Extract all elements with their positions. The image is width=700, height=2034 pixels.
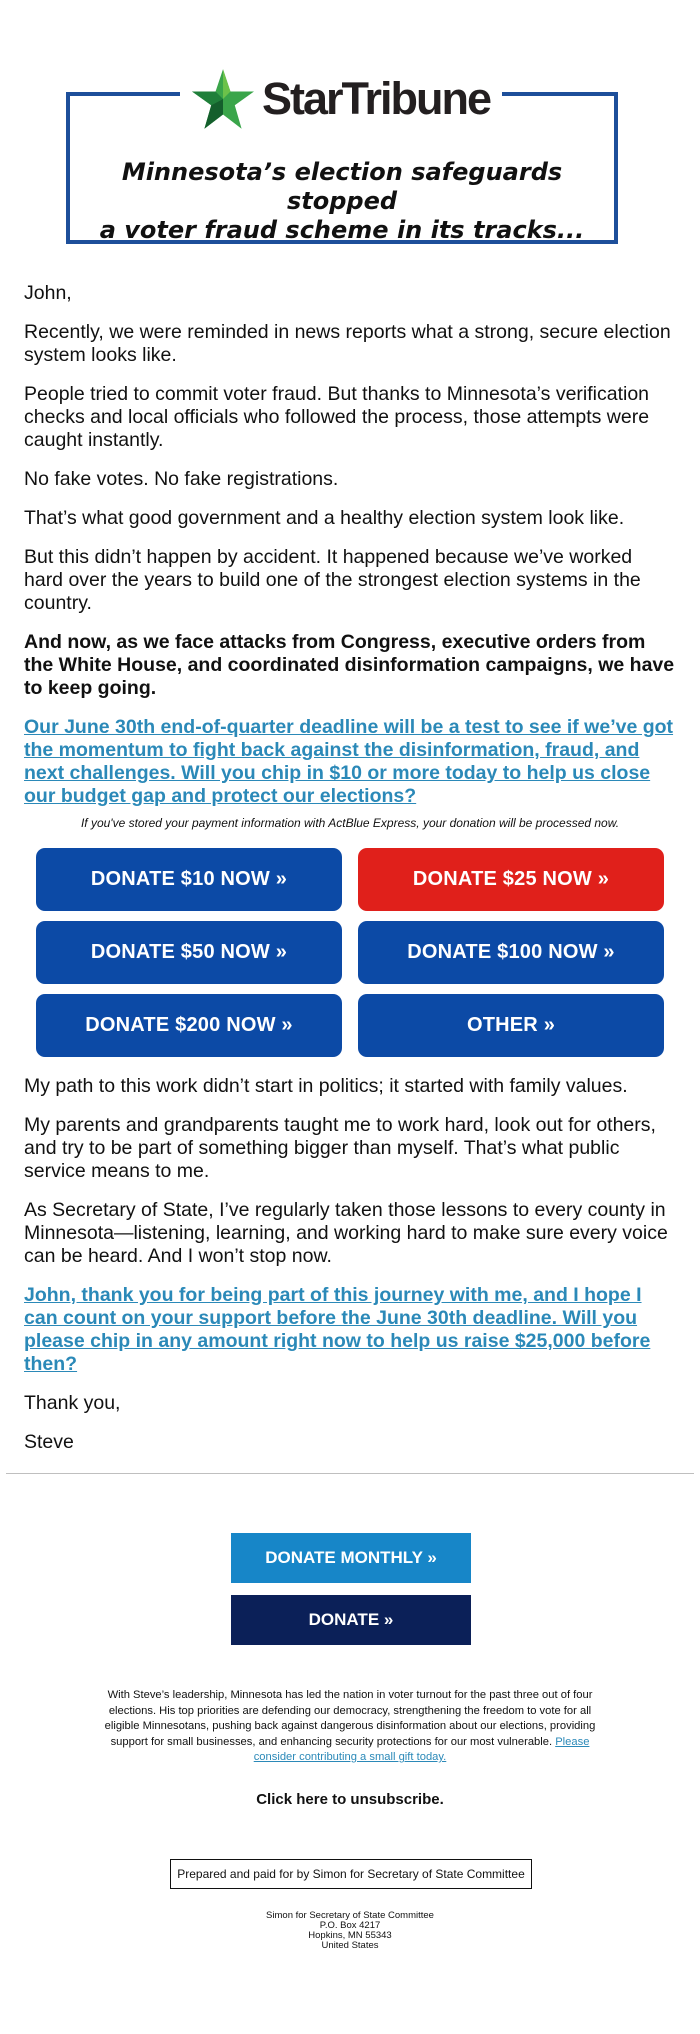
donate-monthly-button[interactable]: DONATE MONTHLY » xyxy=(231,1533,471,1583)
cta-link-deadline[interactable]: Our June 30th end-of-quarter deadline will be a test to see if we’ve got the momentum to fight back against the disinformation, fraud, and next challenges. Will you chip in $10 or more today to help us close our budget gap and protect our elections? xyxy=(24,716,674,807)
footer-about xyxy=(100,1688,600,1766)
address-line-3: Hopkins, MN 55343 xyxy=(308,1930,392,1941)
footer-about-text: With Steve’s leadership, Minnesota has led the nation in voter turnout for the past three out of four elections. His top priorities are defending our democracy, strengthening the freedom to vote for all eligible Minnesotans, pushing back against dangerous disinformation about our elections, providing support for small businesses, and enhancing security protections for our most vulnerable. xyxy=(104,1689,596,1748)
paragraph-6-bold: And now, as we face attacks from Congress, executive orders from the White House, and coordinated disinformation campaigns, we have to keep going. xyxy=(24,631,675,699)
address-line-2: P.O. Box 4217 xyxy=(319,1920,381,1931)
contribute-link[interactable]: Please consider contributing a small gift today. xyxy=(253,1735,590,1763)
donate-200-button[interactable]: DONATE $200 NOW » xyxy=(36,994,342,1057)
actblue-note: If you've stored your payment information with ActBlue Express, your donation will be processed now. xyxy=(80,816,620,830)
header-title-line-2: a voter fraud scheme in its tracks... xyxy=(99,216,585,244)
paragraph-2: People tried to commit voter fraud. But thanks to Minnesota’s verification checks and local officials who followed the process, those attempts were caught instantly. xyxy=(24,383,650,451)
paid-for-disclaimer: Prepared and paid for by Simon for Secretary of State Committee xyxy=(170,1859,532,1889)
unsubscribe-link[interactable]: Click here to unsubscribe. xyxy=(256,1791,444,1808)
header-title-line-1: Minnesota’s election safeguards stopped xyxy=(121,158,563,215)
paragraph-1: Recently, we were reminded in news reports what a strong, secure election system looks like. xyxy=(24,321,671,366)
paragraph-9: As Secretary of State, I’ve regularly taken those lessons to every county in Minnesota—listening, learning, and working hard to make sure every voice can be heard. And I won’t stop now. xyxy=(24,1199,668,1267)
footer-divider xyxy=(6,1473,694,1474)
donate-button[interactable]: DONATE » xyxy=(231,1595,471,1645)
greeting: John, xyxy=(24,282,72,304)
header-title xyxy=(66,158,618,245)
donate-button-grid xyxy=(36,848,676,1057)
mailing-address xyxy=(0,1911,700,1951)
donate-10-button[interactable]: DONATE $10 NOW » xyxy=(36,848,342,911)
startribune-logo xyxy=(180,64,502,134)
paragraph-7: My path to this work didn’t start in politics; it started with family values. xyxy=(24,1075,628,1097)
address-line-1: Simon for Secretary of State Committee xyxy=(266,1910,434,1921)
donate-other-button[interactable]: OTHER » xyxy=(358,994,664,1057)
donate-100-button[interactable]: DONATE $100 NOW » xyxy=(358,921,664,984)
donate-50-button[interactable]: DONATE $50 NOW » xyxy=(36,921,342,984)
star-logo-icon xyxy=(192,68,254,130)
paragraph-4: That’s what good government and a healthy election system look like. xyxy=(24,507,625,529)
cta-link-support[interactable]: John, thank you for being part of this journey with me, and I hope I can count on your support before the June 30th deadline. Will you please chip in any amount right now to help us raise $25,000 before then? xyxy=(24,1284,651,1375)
signoff: Thank you, xyxy=(24,1392,121,1414)
logo-wordmark: StarTribune xyxy=(262,73,491,124)
signature: Steve xyxy=(24,1431,74,1453)
paragraph-5: But this didn’t happen by accident. It happened because we’ve worked hard over the years to build one of the strongest election systems in the country. xyxy=(24,546,641,614)
address-line-4: United States xyxy=(321,1940,379,1951)
email-body xyxy=(24,282,676,1470)
donate-25-button[interactable]: DONATE $25 NOW » xyxy=(358,848,664,911)
paragraph-3: No fake votes. No fake registrations. xyxy=(24,468,339,490)
paragraph-8: My parents and grandparents taught me to work hard, look out for others, and try to be part of something bigger than myself. That’s what public service means to me. xyxy=(24,1114,656,1182)
